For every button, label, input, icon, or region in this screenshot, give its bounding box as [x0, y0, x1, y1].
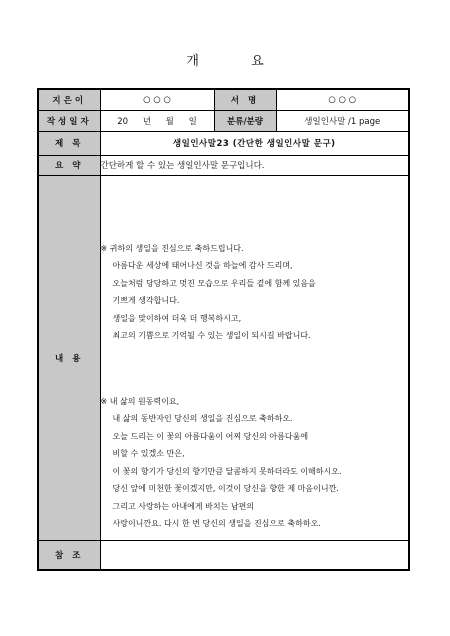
signature-label: 서 명: [214, 89, 276, 110]
paragraph-line: ※ 귀하의 생일을 진심으로 축하드립니다.: [100, 243, 244, 253]
paragraph-line: 생일을 맞이하여 더욱 더 행복하시고,: [112, 313, 242, 323]
signature-value: ○ ○ ○: [276, 89, 409, 110]
paragraph-line: 내 삶의 동반자인 당신의 생일을 진심으로 축하하오.: [112, 414, 293, 423]
page-title: 개 요: [186, 54, 288, 69]
paragraph-line: 그리고 사랑하는 아내에게 바치는 남편의: [112, 501, 255, 511]
paragraph-line: 오늘 드리는 이 꽃의 아름다움이 어찌 당신의 아름다움에: [112, 431, 309, 441]
greeting-paragraph-1: [101, 240, 409, 345]
author-value: ○ ○ ○: [100, 89, 214, 110]
summary-value: 간단하게 할 수 있는 생일인사말 문구입니다.: [100, 155, 409, 175]
paragraph-line: ※ 내 삶의 원동력이요,: [100, 396, 180, 406]
reference-label: 참 조: [38, 540, 100, 570]
paragraph-line: 사랑이니깐요. 다시 한 번 당신의 생일을 진심으로 축하하오.: [112, 519, 321, 528]
paragraph-line: 최고의 기쁨으로 기억될 수 있는 생일이 되시길 바랍니다.: [112, 331, 311, 340]
category-value: 생일인사말 /1 page: [276, 110, 409, 131]
form-row-reference: [38, 540, 409, 570]
form-row-summary: [38, 155, 409, 175]
summary-form-table: [37, 88, 410, 571]
category-label: 분류/분량: [214, 110, 276, 131]
date-value: 20 년 월 일: [100, 110, 214, 131]
paragraph-line: 아름다운 세상에 태어나신 것을 하늘에 감사 드리며,: [112, 261, 293, 270]
paragraph-line: 오늘처럼 당당하고 멋진 모습으로 우리들 곁에 함께 있음을: [112, 278, 316, 288]
summary-label: 요 약: [38, 155, 100, 175]
form-row-date: [38, 110, 409, 131]
paragraph-line: 당신 앞에 미천한 꽃이겠지만, 이것이 당신을 향한 제 마음이니깐.: [112, 484, 339, 493]
form-row-content: [38, 175, 409, 540]
paragraph-line: 비할 수 있겠소 만은,: [112, 449, 185, 458]
paragraph-line: 이 꽃의 향기가 당신의 향기만큼 달콤하지 못하더라도 이해하시오.: [112, 466, 342, 476]
content-label: 내 용: [38, 175, 100, 540]
form-row-subject: [38, 131, 409, 155]
document-title: 생일인사말23 (간단한 생일인사말 문구): [100, 131, 409, 155]
content-body: [100, 175, 409, 540]
greeting-paragraph-2: [101, 393, 409, 533]
author-label: 지은이: [38, 89, 100, 110]
form-row-author: [38, 89, 409, 110]
paragraph-line: 기쁘게 생각합니다.: [112, 296, 180, 305]
reference-value: [100, 540, 409, 570]
subject-label: 제 목: [38, 131, 100, 155]
date-label: 작성일자: [38, 110, 100, 131]
